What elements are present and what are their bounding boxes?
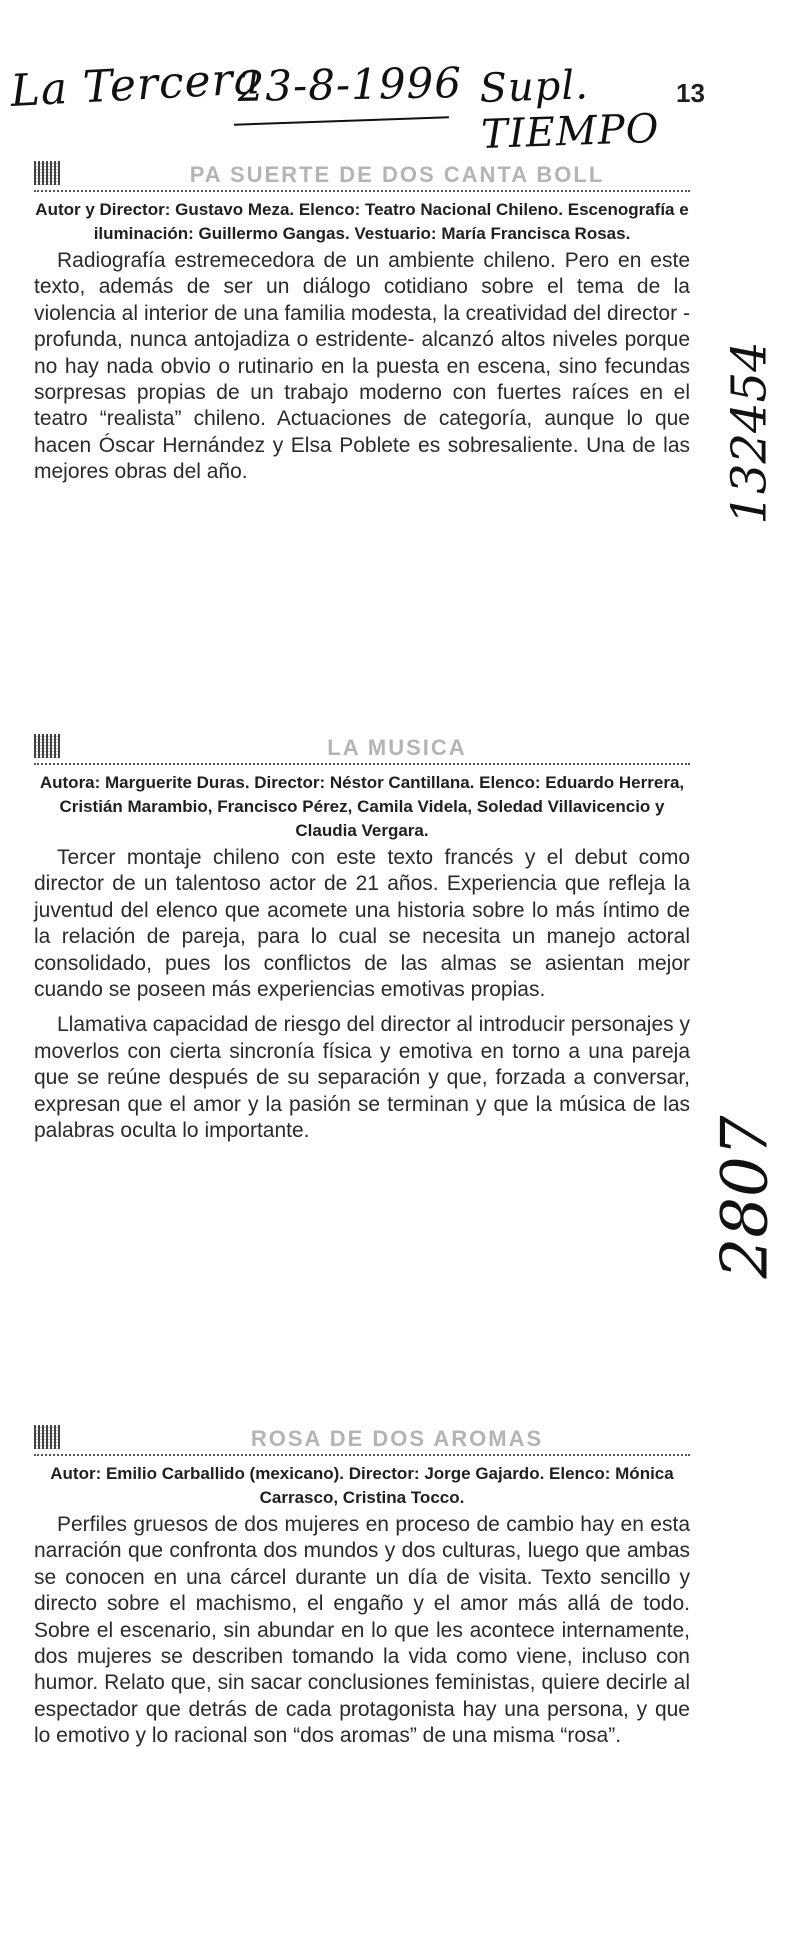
review-paragraph: Perfiles gruesos de dos mujeres en proceso de cambio hay en esta narración que confronta dos mundos y dos culturas, luego que ambas se conocen en una cárcel durante un día de visita. Texto sencillo y directo sobre el machismo, el engaño y el amor más allá de todo. Sobre el escenario, sin abundar en lo que les acontece internamente, dos mujeres se describen tomando la vida como viene, incluso con humor. Relato que, sin sacar conclusiones feministas, quiere decirle al espectador que detrás de cada protagonista hay una persona, y que lo emotivo y lo racional son “dos aromas” de una misma “rosa”. <box>34 1513 690 1748</box>
handwritten-date-underline <box>234 116 449 126</box>
review-title-row <box>34 733 690 765</box>
review-paragraph: Llamativa capacidad de riesgo del director al introducir personajes y moverlos con cierta sincronía física y emotiva en torno a una pareja que se reúne después de su separación y que, forzada a conversar, expresan que el amor y la pasión se terminan y que la música de las palabras oculta lo importante. <box>34 1013 690 1143</box>
halftone-bullet-icon <box>34 734 60 758</box>
handwritten-margin-number: 132454 <box>721 341 778 525</box>
halftone-bullet-icon <box>34 161 60 185</box>
handwritten-section-name: Supl. TIEMPO <box>478 62 661 158</box>
review-article-1 <box>34 160 690 486</box>
handwritten-date: 23-8-1996 <box>237 58 463 111</box>
review-title-row <box>34 160 690 192</box>
review-credits: Autora: Marguerite Duras. Director: Néstor Cantillana. Elenco: Eduardo Herrera, Cristián Marambio, Francisco Pérez, Camila Videla, Soledad Villavicencio y Claudia Vergara. <box>39 773 685 840</box>
review-article-3 <box>34 1424 690 1750</box>
handwritten-source-header <box>9 52 712 158</box>
review-title: LA MUSICA <box>327 735 467 760</box>
handwritten-newspaper-name: La Tercera <box>9 52 263 117</box>
review-paragraph: Tercer montaje chileno con este texto francés y el debut como director de un talentoso actor de 21 años. Experiencia que refleja la juventud del elenco que acomete una historia sobre lo más íntimo de la relación de pareja, para lo cual se necesita un manejo actoral consolidado, pues los conflictos de las almas se asientan mejor cuando se poseen más experiencias emotivas propias. <box>34 846 690 1002</box>
review-credits: Autor y Director: Gustavo Meza. Elenco: Teatro Nacional Chileno. Escenografía e iluminación: Guillermo Gangas. Vestuario: María Francisca Rosas. <box>35 200 689 243</box>
review-title: ROSA DE DOS AROMAS <box>250 1426 544 1451</box>
page-number: 13 <box>676 78 705 108</box>
handwritten-margin-number: 2807 <box>708 1115 783 1279</box>
review-title: PA SUERTE DE DOS CANTA BOLL <box>189 162 605 187</box>
review-credits: Autor: Emilio Carballido (mexicano). Director: Jorge Gajardo. Elenco: Mónica Carrasco, Cristina Tocco. <box>50 1464 674 1507</box>
review-article-2 <box>34 733 690 1144</box>
halftone-bullet-icon <box>34 1425 60 1449</box>
review-title-row <box>34 1424 690 1456</box>
review-paragraph: Radiografía estremecedora de un ambiente chileno. Pero en este texto, además de ser un diálogo cotidiano sobre el tema de la violencia al interior de una familia modesta, la creatividad del director -profunda, nunca antojadiza o estridente- alcanzó altos niveles porque no hay nada obvio o rutinario en la puesta en escena, sino fecundas sorpresas propias de un trabajo moderno con fuertes raíces en el teatro “realista” chileno. Actuaciones de categoría, aunque lo que hacen Óscar Hernández y Elsa Poblete es sobresaliente. Una de las mejores obras del año. <box>34 249 690 484</box>
